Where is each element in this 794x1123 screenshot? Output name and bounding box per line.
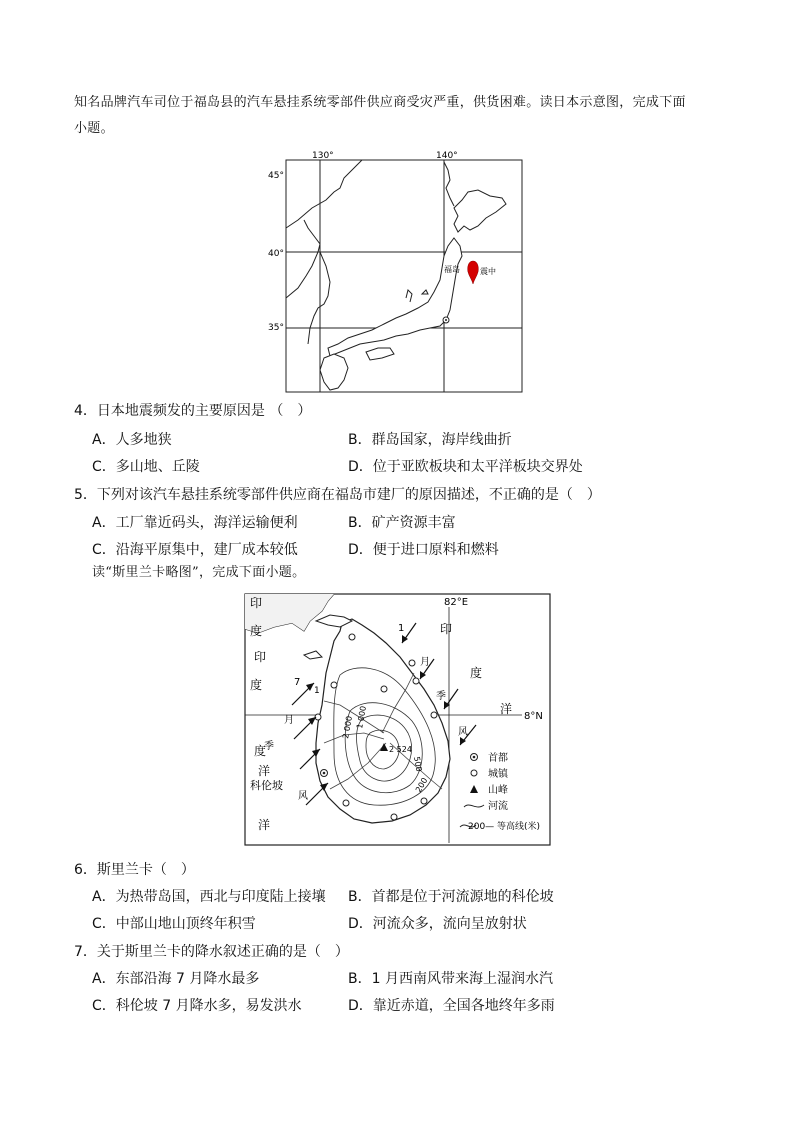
lon-label-82e: 82°E xyxy=(444,597,469,608)
contour-label-200: 200 xyxy=(413,776,430,794)
question-4-option-d[interactable]: D．位于亚欧板块和太平洋板块交界处 xyxy=(348,459,583,475)
town-icon xyxy=(471,770,477,776)
sea-left-3: 洋 xyxy=(258,764,271,778)
intro-line-2: 小题。 xyxy=(74,121,114,136)
lat-label-8n: 8°N xyxy=(524,711,543,722)
sea-left-1: 印 xyxy=(254,650,267,664)
ji-right: 季 xyxy=(436,691,446,702)
feng-left: 风 xyxy=(298,791,308,802)
town-icon xyxy=(381,686,387,692)
month-num-7: 7 xyxy=(294,677,301,688)
land-label-india-top-2: 度 xyxy=(250,624,263,638)
sea-bottom-left-1: 度 xyxy=(254,744,267,758)
sea-right-2: 度 xyxy=(470,666,483,680)
question-6-option-d[interactable]: D．河流众多，流向呈放射状 xyxy=(348,916,527,932)
town-icon xyxy=(349,634,355,640)
yue-right: 月 xyxy=(420,657,430,668)
question-7-option-b[interactable]: B．1 月西南风带来海上湿润水汽 xyxy=(348,971,553,987)
question-6-option-c[interactable]: C．中部山地山顶终年积雪 xyxy=(92,916,256,932)
river-num: 1 xyxy=(314,686,320,696)
peak-label: 2 524 xyxy=(389,745,412,754)
legend-label-contour: 200— 等高线(米) xyxy=(468,822,541,832)
feng-right: 风 xyxy=(458,727,468,738)
town-icon xyxy=(331,682,337,688)
intro-paragraph-1 xyxy=(74,90,734,142)
question-4-option-a[interactable]: A．人多地狭 xyxy=(92,432,172,448)
fukushima-label: 福岛 xyxy=(444,265,460,274)
contour-label-2000: 2 000 xyxy=(341,715,354,740)
lon-label-140: 140° xyxy=(436,151,458,161)
lat-label-35: 35° xyxy=(268,323,284,333)
question-7-option-c[interactable]: C．科伦坡 7 月降水多，易发洪水 xyxy=(92,998,302,1014)
lon-label-130: 130° xyxy=(312,151,334,161)
ji-left: 季 xyxy=(264,741,274,752)
month-num-1: 1 xyxy=(398,623,405,634)
lat-label-45: 45° xyxy=(268,171,284,181)
land-label-india-top-1: 印 xyxy=(250,596,263,610)
question-5-option-a[interactable]: A．工厂靠近码头，海洋运输便利 xyxy=(92,515,298,531)
question-4-option-c[interactable]: C．多山地、丘陵 xyxy=(92,459,200,475)
town-icon xyxy=(391,814,397,820)
question-4-option-b[interactable]: B．群岛国家，海岸线曲折 xyxy=(348,432,512,448)
town-icon xyxy=(343,800,349,806)
contour-label-1000: 1 000 xyxy=(355,705,368,730)
town-icon xyxy=(431,712,437,718)
town-icon xyxy=(421,798,427,804)
legend-label-town: 城镇 xyxy=(488,769,508,780)
legend-label-peak: 山峰 xyxy=(488,785,508,796)
sea-right-1: 印 xyxy=(440,622,453,636)
question-7-stem: 7．关于斯里兰卡的降水叙述正确的是（ ） xyxy=(74,944,349,960)
yue-left: 月 xyxy=(284,715,294,726)
question-7-option-d[interactable]: D．靠近赤道，全国各地终年多雨 xyxy=(348,998,555,1014)
question-5-option-b[interactable]: B．矿产资源丰富 xyxy=(348,515,456,531)
japan-map xyxy=(268,148,540,396)
question-6-stem: 6．斯里兰卡（ ） xyxy=(74,862,195,878)
srilanka-map xyxy=(244,593,552,847)
question-5-option-d[interactable]: D．便于进口原料和燃料 xyxy=(348,542,499,558)
intro-paragraph-2: 读“斯里兰卡略图”，完成下面小题。 xyxy=(92,565,306,580)
lat-label-40: 40° xyxy=(268,249,284,259)
question-5-option-c[interactable]: C．沿海平原集中，建厂成本较低 xyxy=(92,542,298,558)
town-icon xyxy=(409,660,415,666)
intro-line-1: 知名品牌汽车司位于福岛县的汽车悬挂系统零部件供应商受灾严重，供货困难。读日本示意图，完成下面 xyxy=(74,95,686,110)
question-6-option-b[interactable]: B．首都是位于河流源地的科伦坡 xyxy=(348,889,554,905)
epicenter-label: 震中 xyxy=(480,267,496,276)
contour-label-500: 500 xyxy=(412,755,424,773)
town-icon xyxy=(413,678,419,684)
legend-label-river: 河流 xyxy=(488,801,508,812)
capital-label: 科伦坡 xyxy=(250,779,283,792)
question-4-stem: 4．日本地震频发的主要原因是 （ ） xyxy=(74,403,312,419)
question-5-stem: 5．下列对该汽车悬挂系统零部件供应商在福岛市建厂的原因描述，不正确的是（ ） xyxy=(74,487,601,503)
legend-label-capital: 首都 xyxy=(488,753,508,764)
question-6-option-a[interactable]: A．为热带岛国，西北与印度陆上接壤 xyxy=(92,889,326,905)
sea-right-3: 洋 xyxy=(500,702,513,716)
sea-left-2: 度 xyxy=(250,678,263,692)
sea-bottom-left-2: 洋 xyxy=(258,818,271,832)
question-7-option-a[interactable]: A．东部沿海 7 月降水最多 xyxy=(92,971,260,987)
